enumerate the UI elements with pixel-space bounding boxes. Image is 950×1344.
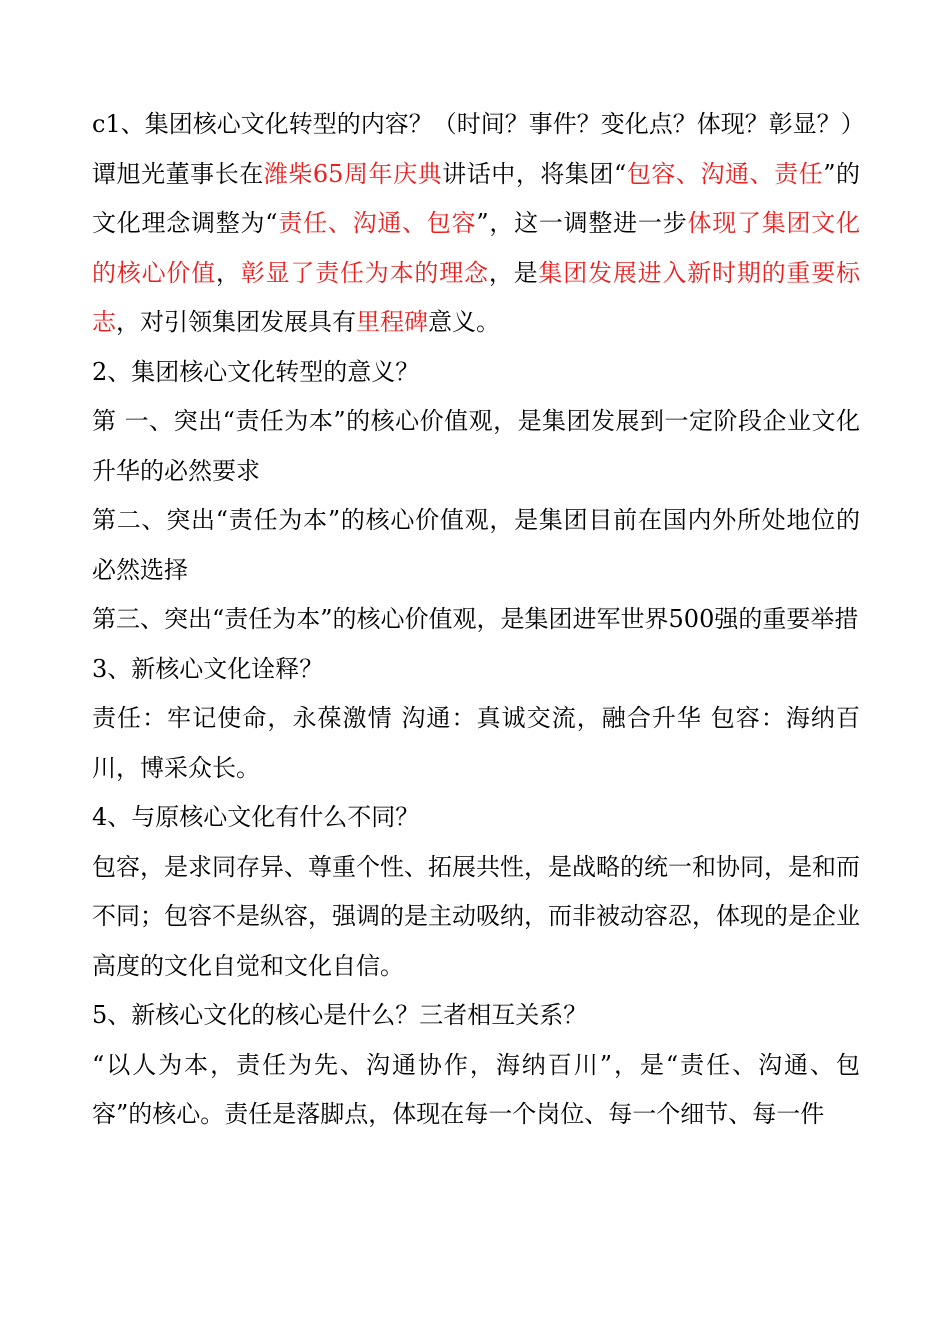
q1-question: c1、集团核心文化转型的内容？（时间？事件？变化点？体现？彰显？） [92, 110, 865, 138]
q2-point-3: 第三、突出“责任为本”的核心价值观，是集团进军世界500强的重要举措 [92, 605, 859, 633]
q1-answer-text-4: ”，这一调整进一步 [476, 209, 688, 237]
document-page [92, 100, 865, 1140]
q1-answer-text-7: ，对引领集团发展具有 [116, 308, 356, 336]
q1-answer-highlight-4: 体现了集团文化的核心价值 [92, 209, 860, 287]
q1-answer-highlight-7: 里程碑 [356, 308, 428, 336]
q1-answer-text-1: 谭旭光董事长在 [92, 159, 264, 188]
q1-answer-text-5: ， [216, 258, 241, 287]
q3-answer: 责任：牢记使命，永葆激情 沟通：真诚交流，融合升华 包容：海纳百川，博采众长。 [92, 704, 860, 782]
q1-answer-highlight-6: 集团发展进入新时期的重要标志 [92, 258, 861, 336]
q3-question: 3、新核心文化诠释？ [92, 654, 324, 683]
q1-answer-highlight-1: 潍柴65周年庆典 [263, 159, 443, 188]
q1-answer [92, 150, 860, 348]
q2-point-2: 第二、突出“责任为本”的核心价值观，是集团目前在国内外所处地位的必然选择 [92, 506, 860, 584]
q2-question: 2、集团核心文化转型的意义？ [92, 357, 420, 386]
q1-answer-highlight-5: 彰显了责任为本的理念 [240, 258, 489, 287]
q1-answer-text-3: ”的文化理念调整为“ [92, 159, 861, 237]
q1-answer-text-6: ，是 [488, 258, 539, 287]
q1-answer-highlight-2: 包容、沟通、责任 [626, 159, 824, 188]
q1-answer-text-8: 意义。 [428, 308, 500, 336]
q5-answer: “以人为本，责任为先、沟通协作，海纳百川”，是“责任、沟通、包容”的核心。责任是落脚点，体现在每一个岗位、每一个细节、每一件 [92, 1050, 860, 1128]
q1-answer-highlight-3: 责任、沟通、包容 [277, 209, 477, 237]
q4-question: 4、与原核心文化有什么不同？ [92, 803, 420, 831]
q5-question: 5、新核心文化的核心是什么？三者相互关系？ [92, 1001, 588, 1029]
q2-point-1: 第 一、突出“责任为本”的核心价值观，是集团发展到一定阶段企业文化升华的必然要求 [92, 407, 860, 485]
q4-answer: 包容，是求同存异、尊重个性、拓展共性，是战略的统一和协同，是和而不同；包容不是纵容，强调的是主动吸纳，而非被动容忍，体现的是企业高度的文化自觉和文化自信。 [92, 852, 860, 980]
q1-answer-text-2: 讲话中，将集团“ [442, 159, 627, 188]
